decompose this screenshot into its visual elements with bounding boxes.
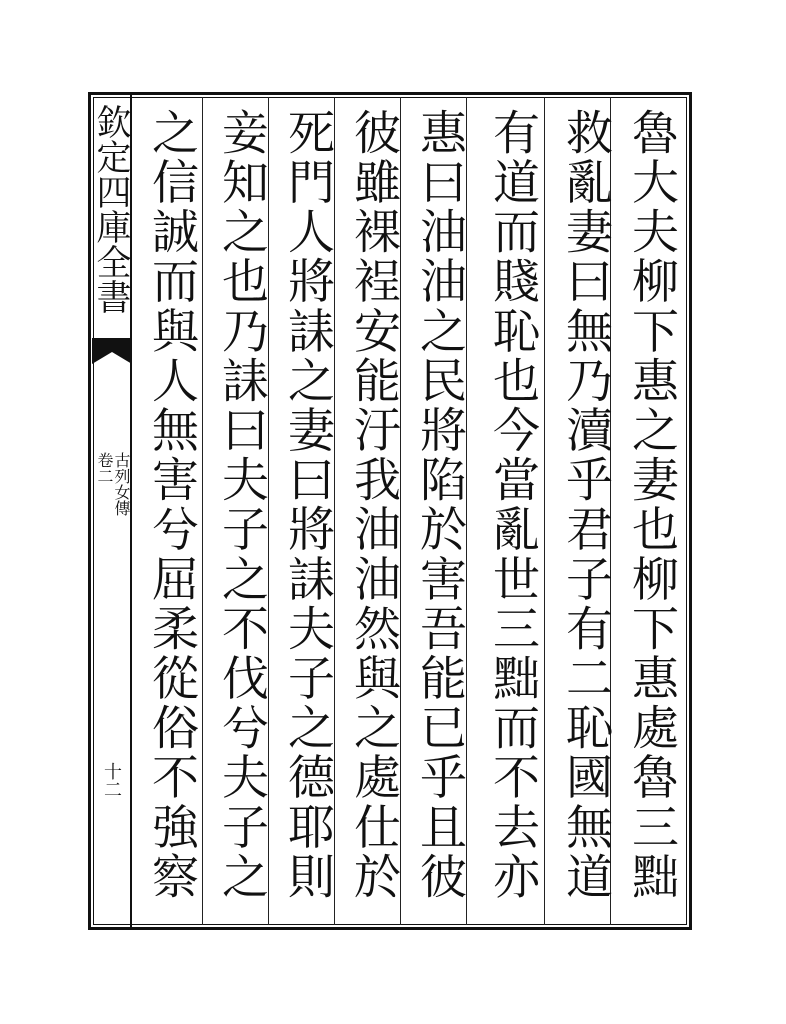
fish-tail-mark-icon (92, 338, 132, 364)
page-number: 十二 (101, 762, 122, 798)
volume-label: 卷二 (95, 452, 114, 484)
text-column-7: 妾知之也乃誄曰夫子之不伐兮夫子之 (214, 108, 269, 902)
text-column-1: 魯大夫柳下惠之妻也柳下惠處魯三黜 (624, 108, 679, 902)
book-title: 古列女傳 (112, 452, 131, 516)
text-column-4: 惠曰油油之民將陷於害吾能已乎且彼 (412, 108, 467, 902)
column-rule (544, 97, 545, 925)
text-column-2: 救亂妻曰無乃瀆乎君子有二恥國無道 (558, 108, 613, 902)
text-column-6: 死門人將誄之妻曰將誄夫子之德耶則 (280, 108, 335, 902)
book-series-title: 欽定四庫全書 (91, 104, 131, 314)
text-column-5: 彼雖裸裎安能汙我油油然與之處仕於 (346, 108, 401, 902)
column-rule (202, 97, 203, 925)
text-column-8: 之信誠而與人無害兮屈柔從俗不強察 (144, 108, 199, 902)
text-column-3: 有道而賤恥也今當亂世三黜而不去亦 (485, 108, 540, 902)
